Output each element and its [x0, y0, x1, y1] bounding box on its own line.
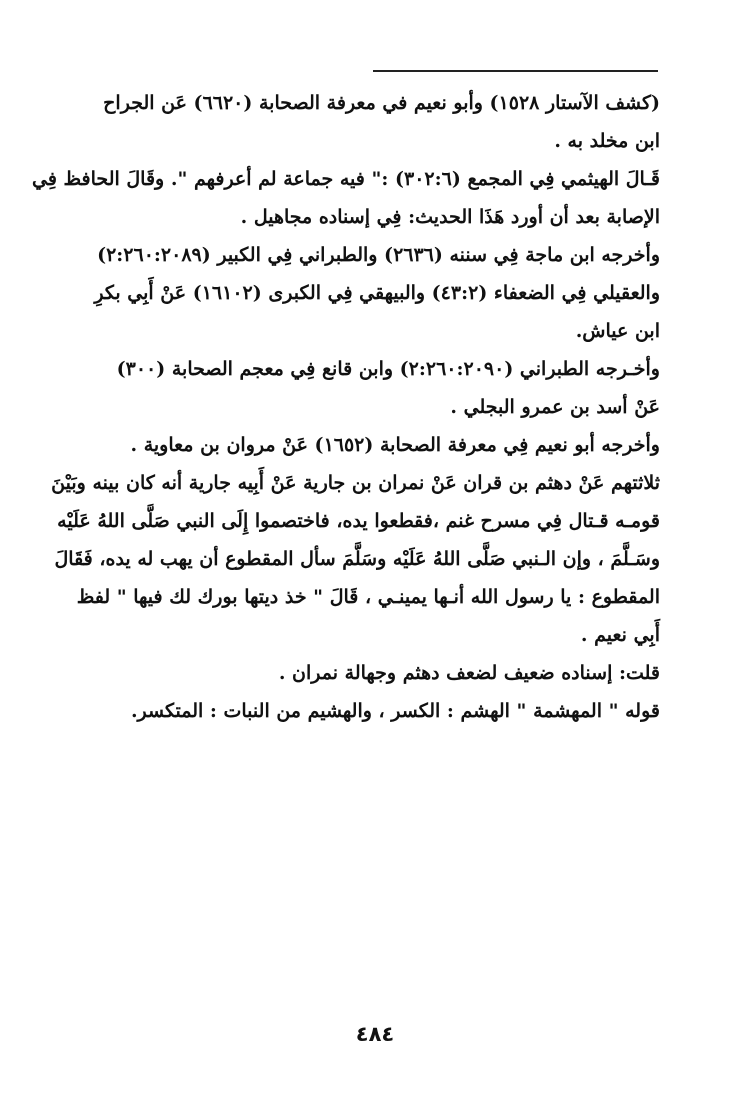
text-line: قلت: إسناده ضعيف لضعف دهثم وجهالة نمران . — [278, 662, 660, 684]
text-line: قَـالَ الهيثمي فِي المجمع (٣٠٢:٦) :" فيه جماعة لم أعرفهم ". وقَالَ الحافظ فِي — [31, 168, 660, 190]
text-line: ابن عياش. — [575, 320, 660, 342]
footnote-separator-rule — [373, 70, 658, 72]
text-line: الإصابة بعد أن أورد هَذَا الحديث: فِي إسناده مجاهيل . — [240, 206, 660, 228]
text-line: والعقيلي فِي الضعفاء (٤٣:٢) والبيهقي فِي الكبرى (١٦١٠٢) عَنْ أَبِي بكرِ — [94, 282, 660, 304]
text-line: المقطوع : يا رسول الله أنـها يمينـي ، قَالَ " خذ ديتها بورك لك فيها " لفظ — [76, 586, 660, 608]
text-line: (كشف الآستار ١٥٢٨) وأبو نعيم في معرفة الصحابة (٦٦٢٠) عَن الجراح — [103, 92, 660, 114]
text-line: ابن مخلد به . — [554, 130, 660, 152]
text-line: وسَـلَّمَ ، وإن الـنبي صَلَّى اللهُ عَلَيْه وسَلَّمَ سأل المقطوع أن يهب له يده، فَقَالَ — [54, 548, 660, 570]
text-line: قومـه قـتال فِي مسرح غنم ،فقطعوا يده، فاختصموا إِلَى النبي صَلَّى اللهُ عَلَيْه — [57, 510, 660, 532]
text-line: أَبِي نعيم . — [580, 624, 660, 646]
text-line: وأخـرجه الطبراني (٢:٢٦٠:٢٠٩٠) وابن قانع فِي معجم الصحابة (٣٠٠) — [116, 358, 660, 380]
text-line: ثلاثتهم عَنْ دهثم بن قران عَنْ نمران بن جارية عَنْ أَبِيه جارية أنه كان بينه وبَيْنَ — [51, 472, 660, 494]
text-line: وأخرجه ابن ماجة فِي سننه (٢٦٣٦) والطبراني فِي الكبير (٢:٢٦٠:٢٠٨٩) — [97, 244, 660, 266]
text-line: عَنْ أسد بن عمرو البجلي . — [450, 396, 660, 418]
page-number: ٤٨٤ — [355, 1022, 395, 1046]
footnote-body — [31, 84, 660, 730]
text-line: وأخرجه أبو نعيم فِي معرفة الصحابة (١٦٥٢) عَنْ مروان بن معاوية . — [130, 434, 660, 456]
text-line: قوله " المهشمة " الهشم : الكسر ، والهشيم من النبات : المتكسر. — [130, 700, 660, 722]
